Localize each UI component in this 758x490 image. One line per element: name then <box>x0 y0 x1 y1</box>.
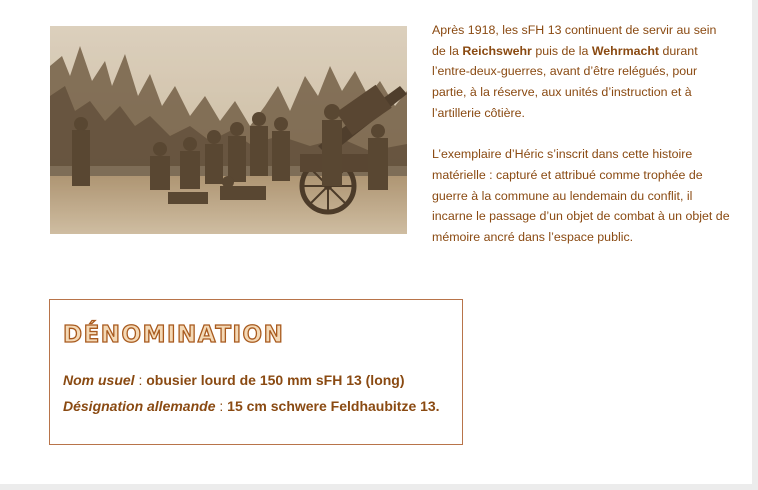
paragraph-heric-specimen: L’exemplaire d’Héric s’inscrit dans cette histoire matérielle : capturé et attribué comme trophée de guerre à la commune au lendemain du conflit, il incarne le passage d’un objet de combat à un objet de mémoire ancré dans l’espace public. <box>432 147 730 245</box>
usual-name-line: Nom usuel : obusier lourd de 150 mm sFH 13 (long) <box>63 372 405 388</box>
photo-soldiers-howitzer-icon <box>50 26 407 234</box>
usual-name-term: Nom usuel <box>63 372 135 388</box>
denomination-box <box>49 299 463 445</box>
german-designation-value: 15 cm schwere Feldhaubitze 13. <box>227 398 440 414</box>
usual-name-value: obusier lourd de 150 mm sFH 13 (long) <box>146 372 405 388</box>
term-reichswehr: Reichswehr <box>462 43 532 58</box>
denomination-title: DÉNOMINATION <box>63 322 285 348</box>
historical-photo <box>50 26 407 234</box>
german-designation-term: Désignation allemande <box>63 398 216 414</box>
german-designation-line: Désignation allemande : 15 cm schwere Feldhaubitze 13. <box>63 398 440 414</box>
history-text <box>432 20 732 248</box>
paragraph-postwar-service: Après 1918, les sFH 13 continuent de servir au sein de la Reichswehr puis de la Wehrmacht durant l’entre-deux-guerres, avant d’être relégués, pour partie, à la réserve, aux unités d’instruction et à l’artillerie côtière. <box>432 23 717 120</box>
term-wehrmacht: Wehrmacht <box>591 43 660 58</box>
